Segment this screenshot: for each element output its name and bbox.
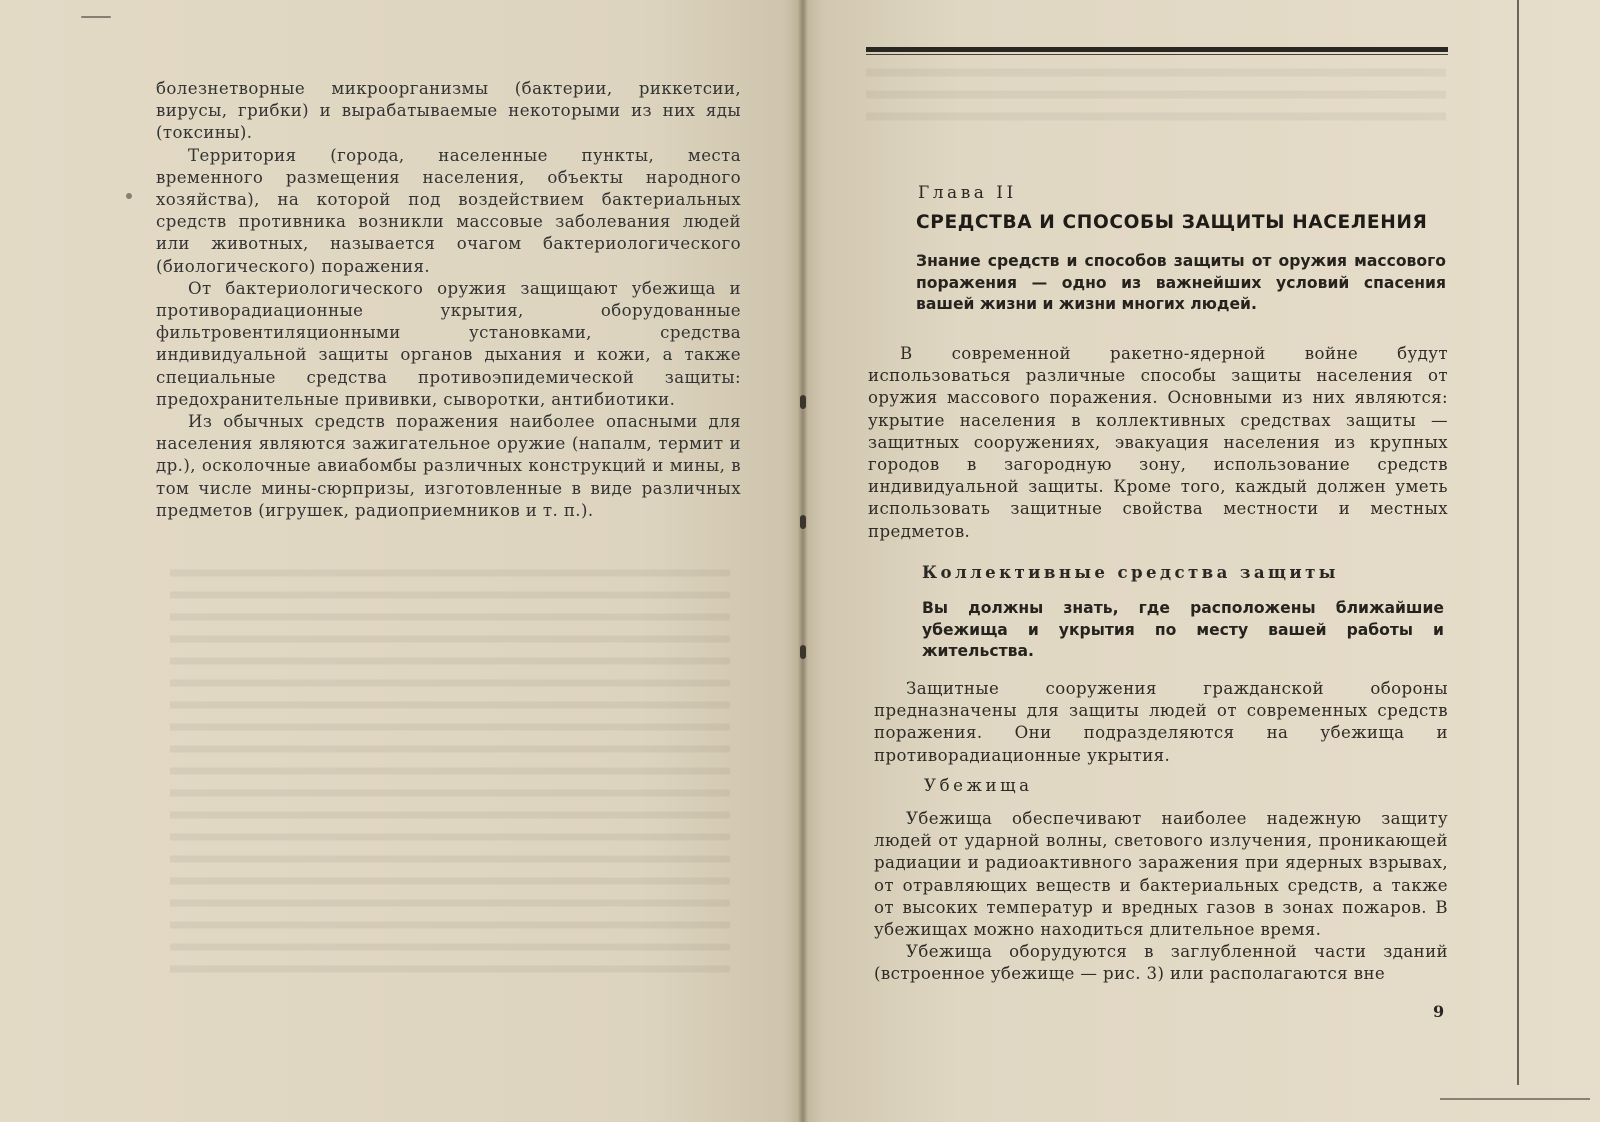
- page-number: 9: [1433, 1002, 1445, 1021]
- chapter-title: СРЕДСТВА И СПОСОБЫ ЗАЩИТЫ НАСЕЛЕНИЯ: [916, 212, 1428, 233]
- left-paragraph-3: От бактериологического оружия защищают убежища и противорадиационные укрытия, оборудованные фильтровентиляционными установками, средства индивидуальной защиты органов дыхания и кожи, а также специальные средства противоэпидемической защиты: предохранительные прививки, сыворотки, антибиотики.: [156, 278, 741, 409]
- staple-middle: [800, 515, 806, 529]
- section-paragraph: Защитные сооружения гражданской обороны предназначены для защиты людей от современных средств поражения. Они подразделяются на убежища и противорадиационные укрытия.: [874, 679, 1448, 765]
- intro-paragraph: В современной ракетно-ядерной войне будут использоваться различные способы защиты населения от оружия массового поражения. Основными из них являются: укрытие населения в коллективных средствах защиты — защитных сооружениях, эвакуация населения из крупных городов в загородную зону, использование средств индивидуальной защиты. Кроме того, каждый должен уметь использовать защитные свойства местности и местных предметов.: [868, 344, 1448, 541]
- left-paragraph-2: Территория (города, населенные пункты, места временного размещения населения, объекты народного хозяйства), на которой под воздействием бактериальных средств противника возникли массовые заболевания людей или животных, называется очагом бактериологического (биологического) поражения.: [156, 145, 741, 276]
- section-heading: Коллективные средства защиты: [922, 562, 1339, 582]
- left-paragraph-4: Из обычных средств поражения наиболее опасными для населения являются зажигательное оружие (напалм, термит и др.), осколочные авиабомбы различных конструкций и мины, в том числе мины-сюрпризы, изготовленные в виде различных предметов (игрушек, радиоприемников и т. п.).: [156, 412, 741, 520]
- chapter-top-rule-thin: [866, 54, 1448, 55]
- page-edge-right: [1517, 0, 1519, 1085]
- subsection-paragraph-1: Убежища обеспечивают наиболее надежную защиту людей от ударной волны, светового излучения, проникающей радиации и радиоактивного заражения при ядерных взрывах, от отравляющих веществ и бактериальных средств, а также от высоких температур и вредных газов в зонах пожаров. В убежищах можно находиться длительное время.: [874, 809, 1448, 940]
- intro-paragraph-block: [868, 343, 1448, 543]
- subsection-heading: Убежища: [924, 776, 1033, 795]
- section-paragraph-block: [874, 678, 1448, 767]
- show-through-right: [866, 62, 1446, 122]
- staple-bottom: [800, 645, 806, 659]
- page-edge-bottom: [1440, 1098, 1590, 1100]
- subsection-paragraph-2: Убежища оборудуются в заглубленной части зданий (встроенное убежище — рис. 3) или располагаются вне: [874, 942, 1448, 984]
- section-epigraph: Вы должны знать, где расположены ближайшие убежища и укрытия по месту вашей работы и жительства.: [922, 599, 1444, 661]
- subsection-text-block: [874, 808, 1448, 986]
- left-paragraph-1: болезнетворные микроорганизмы (бактерии, риккетсии, вирусы, грибки) и вырабатываемые некоторыми из них яды (токсины).: [156, 79, 741, 143]
- left-page-text: [156, 78, 741, 522]
- chapter-epigraph: Знание средств и способов защиты от оружия массового поражения — одно из важнейших условий спасения вашей жизни и жизни многих людей.: [916, 252, 1446, 314]
- chapter-label: Глава II: [918, 183, 1017, 203]
- chapter-top-rule: [866, 47, 1448, 52]
- staple-top: [800, 395, 806, 409]
